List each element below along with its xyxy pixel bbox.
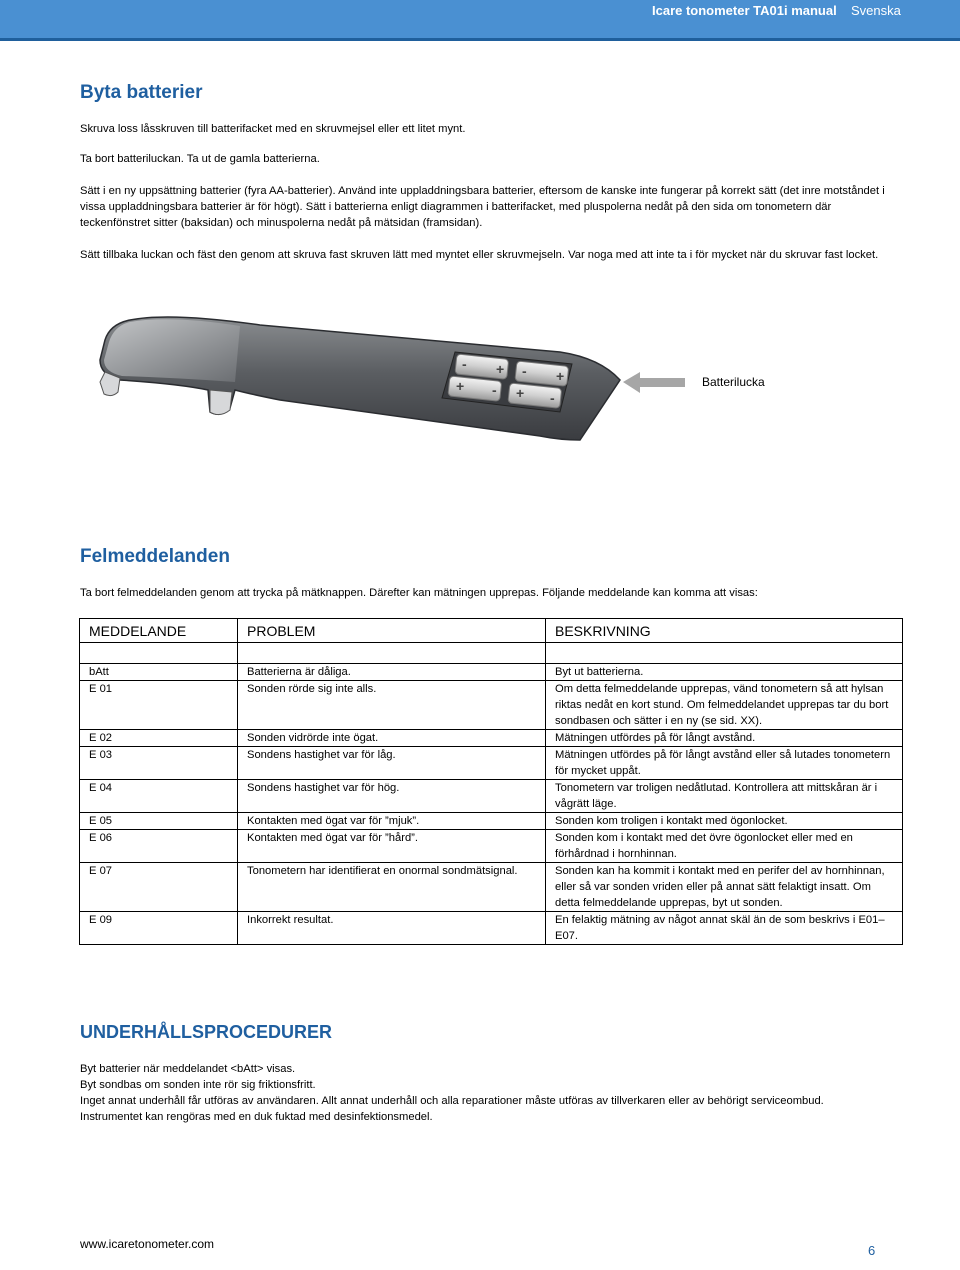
table-row: [80, 863, 903, 912]
battery-sign: +: [496, 361, 505, 377]
cell-problem: Inkorrekt resultat.: [238, 912, 546, 945]
cell-problem: Batterierna är dåliga.: [238, 664, 546, 681]
cell-description: Mätningen utfördes på för långt avstånd.: [546, 730, 903, 747]
cell-description: Sonden kan ha kommit i kontakt med en perifer del av hornhinnan, eller så var sonden vriden eller på annat sätt felaktigt insatt. Om detta felmeddelande upprepas, byt ut sonden.: [546, 863, 903, 912]
header-language: Svenska: [851, 3, 901, 18]
table-header-description: BESKRIVNING: [546, 619, 903, 643]
table-row: [80, 747, 903, 780]
table-row: [80, 730, 903, 747]
battery-sign: -: [522, 363, 527, 379]
header-title: Icare tonometer TA01i manual: [652, 3, 837, 18]
section-heading-maintenance: UNDERHÅLLSPROCEDURER: [80, 1022, 333, 1042]
section-heading-battery: Byta batterier: [80, 82, 203, 103]
table-row: [80, 780, 903, 813]
tonometer-head: [104, 319, 240, 382]
pointer-arrow: [623, 372, 685, 393]
cell-description: Om detta felmeddelande upprepas, vänd tonometern så att hylsan riktas nedåt en kort stund. Om felmeddelandet upprepas tar du bort sondbasen och sätter i en ny (se sid. XX).: [546, 681, 903, 730]
probe-tip-front: [210, 390, 232, 415]
cell-description: Sonden kom troligen i kontakt med ögonlocket.: [546, 813, 903, 830]
footer-url[interactable]: www.icaretonometer.com: [80, 1237, 215, 1251]
error-message-table: [79, 618, 903, 945]
battery-sign: -: [492, 382, 497, 398]
maintenance-line: Instrumentet kan rengöras med en duk fuktad med desinfektionsmedel.: [80, 1111, 433, 1123]
cell-description: En felaktig mätning av något annat skäl än de som beskrivs i E01–E07.: [546, 912, 903, 945]
maintenance-line: Byt batterier när meddelandet <bAtt> visas.: [80, 1063, 296, 1075]
table-header-problem: PROBLEM: [238, 619, 546, 643]
table-header-message: MEDDELANDE: [80, 619, 238, 643]
cell-code: E 09: [80, 912, 238, 945]
cell-description: Sonden kom i kontakt med det övre ögonlocket eller med en förhårdnad i hornhinnan.: [546, 830, 903, 863]
battery-paragraph-2: Ta bort batteriluckan. Ta ut de gamla batterierna.: [80, 153, 320, 165]
cell-code: E 07: [80, 863, 238, 912]
cell-code: E 05: [80, 813, 238, 830]
cell-description: Mätningen utfördes på för långt avstånd eller så lutades tonometern för mycket uppåt.: [546, 747, 903, 780]
cell-problem: Sondens hastighet var för hög.: [238, 780, 546, 813]
battery-paragraph-4: Sätt tillbaka luckan och fäst den genom att skruva fast skruven lätt med myntet eller skruvmejseln. Var noga med att inte ta i för mycket när du skruvar fast locket.: [80, 249, 879, 261]
table-row: [80, 830, 903, 863]
errors-intro: Ta bort felmeddelanden genom att trycka på mätknappen. Därefter kan mätningen upprepas. Följande meddelande kan komma att visas:: [80, 587, 758, 599]
cell-description: Tonometern var troligen nedåtlutad. Kontrollera att mittskåran är i vågrätt läge.: [546, 780, 903, 813]
table-row: [80, 813, 903, 830]
battery-sign: +: [516, 385, 525, 401]
battery-sign: -: [550, 390, 555, 406]
battery-cover-label: Batterilucka: [702, 375, 765, 389]
cell-problem: Sondens hastighet var för låg.: [238, 747, 546, 780]
maintenance-line: Byt sondbas om sonden inte rör sig friktionsfritt.: [80, 1079, 316, 1091]
cell-problem: Kontakten med ögat var för ”mjuk”.: [238, 813, 546, 830]
cell-code: E 01: [80, 681, 238, 730]
cell-problem: Sonden rörde sig inte alls.: [238, 681, 546, 730]
header-bar: [0, 0, 960, 38]
battery-paragraph-1: Skruva loss låsskruven till batterifacket med en skruvmejsel eller ett litet mynt.: [80, 123, 466, 135]
header-underline: [0, 38, 960, 41]
battery-sign: +: [556, 368, 565, 384]
table-row: [80, 912, 903, 945]
battery-sign: -: [462, 356, 467, 372]
maintenance-line: Inget annat underhåll får utföras av användaren. Allt annat underhåll och alla reparationer måste utföras av tillverkaren eller av behörigt serviceombud.: [80, 1095, 824, 1107]
cell-code: E 04: [80, 780, 238, 813]
table-row: [80, 681, 903, 730]
cell-code: E 06: [80, 830, 238, 863]
cell-problem: Sonden vidrörde inte ögat.: [238, 730, 546, 747]
section-heading-errors: Felmeddelanden: [80, 546, 230, 567]
battery-sign: +: [456, 378, 465, 394]
cell-problem: Kontakten med ögat var för ”hård”.: [238, 830, 546, 863]
tonometer-battery-figure: [60, 290, 900, 530]
table-row: [80, 664, 903, 681]
cell-description: Byt ut batterierna.: [546, 664, 903, 681]
cell-code: E 02: [80, 730, 238, 747]
page-number: 6: [868, 1243, 876, 1258]
cell-code: E 03: [80, 747, 238, 780]
cell-code: bAtt: [80, 664, 238, 681]
cell-problem: Tonometern har identifierat en onormal sondmätsignal.: [238, 863, 546, 912]
battery-paragraph-3: Sätt i en ny uppsättning batterier (fyra AA-batterier). Använd inte uppladdningsbara batterier, eftersom de kanske inte fungerar på korrekt sätt (det inre motståndet i vissa uppladdningsbara batterier är för högt). Sätt i batterierna enligt diagrammen i batterifacket, med pluspolerna nedåt på den sida om tonometern där teckenfönstret sitter (baksidan) och minuspolerna nedåt på mätsidan (framsidan).: [80, 185, 885, 229]
